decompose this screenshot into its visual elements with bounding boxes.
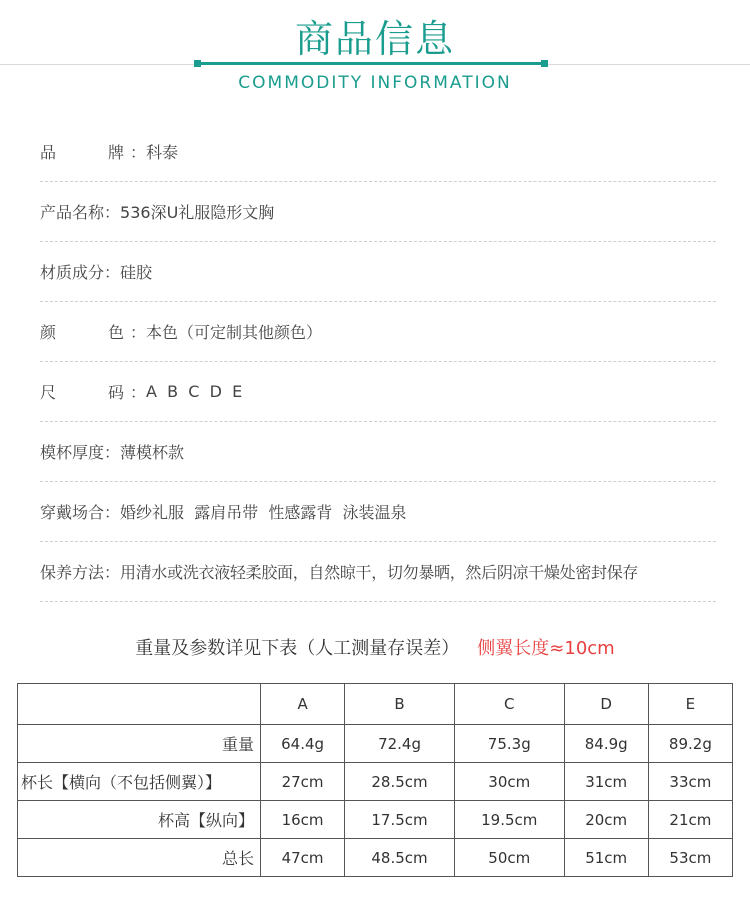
- table-cell: 50cm: [454, 839, 564, 877]
- table-header-cell: B: [345, 684, 455, 725]
- spec-row-product-name: 产品名称 ： 536深U礼服隐形文胸: [40, 182, 716, 242]
- spec-value: 用清水或洗衣液轻柔胶面，自然晾干，切勿暴晒，然后阴凉干燥处密封保存: [120, 563, 639, 582]
- spec-value: 薄模杯款: [120, 443, 185, 462]
- table-header-cell: E: [648, 684, 732, 725]
- table-header-cell: A: [261, 684, 345, 725]
- spec-label: 穿戴场合: [40, 503, 105, 522]
- size-note-text: 重量及参数详见下表（人工测量存误差）: [135, 638, 460, 659]
- size-note-highlight: 侧翼长度≈10cm: [477, 638, 615, 659]
- table-row: [18, 839, 733, 877]
- size-table: [17, 683, 733, 877]
- table-cell: 20cm: [564, 801, 648, 839]
- table-cell: 48.5cm: [345, 839, 455, 877]
- table-row: [18, 801, 733, 839]
- table-cell: 72.4g: [345, 725, 455, 763]
- table-cell: 17.5cm: [345, 801, 455, 839]
- title-underline: [196, 62, 546, 65]
- table-cell: 19.5cm: [454, 801, 564, 839]
- spec-value: 硅胶: [120, 263, 153, 282]
- page-title: 商品信息: [294, 17, 455, 61]
- spec-value: 婚纱礼服 露肩吊带 性感露背 泳装温泉: [120, 503, 407, 522]
- table-header-cell: [18, 684, 261, 725]
- spec-label: 颜 色: [40, 323, 124, 342]
- page-subtitle: COMMODITY INFORMATION: [238, 73, 512, 93]
- title-underline-left-dot: [194, 60, 201, 67]
- table-row: [18, 725, 733, 763]
- table-cell: 21cm: [648, 801, 732, 839]
- table-row-label: 重量: [18, 725, 261, 763]
- spec-row-care: 保养方法 ： 用清水或洗衣液轻柔胶面，自然晾干，切勿暴晒，然后阴凉干燥处密封保存: [40, 542, 716, 602]
- table-cell: 28.5cm: [345, 763, 455, 801]
- spec-label: 保养方法: [40, 563, 105, 582]
- spec-row-occasion: 穿戴场合 ： 婚纱礼服 露肩吊带 性感露背 泳装温泉: [40, 482, 716, 542]
- table-cell: 27cm: [261, 763, 345, 801]
- table-cell: 47cm: [261, 839, 345, 877]
- table-header-cell: D: [564, 684, 648, 725]
- table-cell: 64.4g: [261, 725, 345, 763]
- table-row-label: 杯长【横向（不包括侧翼）】: [18, 763, 261, 801]
- table-header-cell: C: [454, 684, 564, 725]
- table-row: [18, 763, 733, 801]
- table-row-label: 杯高【纵向】: [18, 801, 261, 839]
- spec-label: 材质成分: [40, 263, 105, 282]
- table-cell: 51cm: [564, 839, 648, 877]
- size-note: [0, 634, 750, 660]
- spec-value: 科泰: [146, 143, 179, 162]
- spec-list: [40, 122, 716, 602]
- table-cell: 16cm: [261, 801, 345, 839]
- table-cell: 84.9g: [564, 725, 648, 763]
- table-row-label: 总长: [18, 839, 261, 877]
- spec-value: 536深U礼服隐形文胸: [120, 203, 275, 222]
- spec-label: 模杯厚度: [40, 443, 105, 462]
- spec-row-brand: 品 牌 ： 科泰: [40, 122, 716, 182]
- spec-value: A B C D E: [146, 382, 243, 401]
- spec-row-size: 尺 码 ： A B C D E: [40, 362, 716, 422]
- spec-label: 尺 码: [40, 383, 124, 402]
- table-cell: 30cm: [454, 763, 564, 801]
- spec-row-cup-thickness: 模杯厚度 ： 薄模杯款: [40, 422, 716, 482]
- table-cell: 31cm: [564, 763, 648, 801]
- title-underline-right-dot: [541, 60, 548, 67]
- table-cell: 75.3g: [454, 725, 564, 763]
- spec-value: 本色（可定制其他颜色）: [146, 323, 323, 342]
- spec-label: 品 牌: [40, 143, 124, 162]
- spec-row-material: 材质成分 ： 硅胶: [40, 242, 716, 302]
- spec-label: 产品名称: [40, 203, 105, 222]
- table-cell: 33cm: [648, 763, 732, 801]
- table-header-row: [18, 684, 733, 725]
- table-cell: 53cm: [648, 839, 732, 877]
- table-cell: 89.2g: [648, 725, 732, 763]
- spec-row-color: 颜 色 ： 本色（可定制其他颜色）: [40, 302, 716, 362]
